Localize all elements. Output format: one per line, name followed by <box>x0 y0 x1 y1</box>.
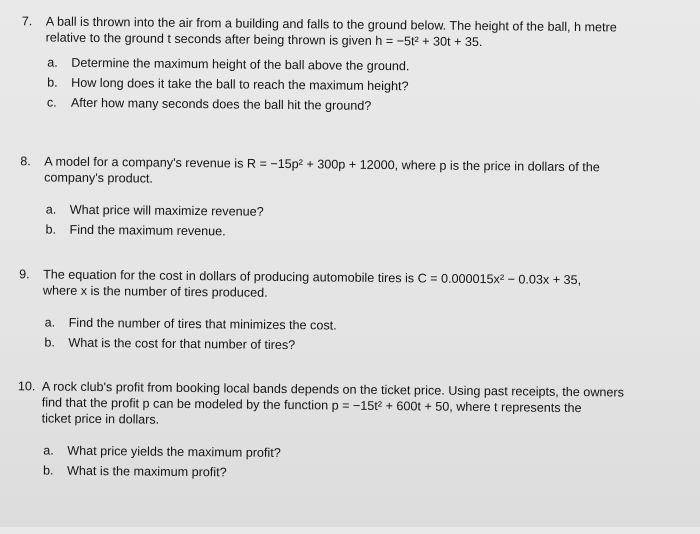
part-text: What price will maximize revenue? <box>69 202 264 219</box>
part-text: What is the maximum profit? <box>67 463 227 480</box>
problem-9-stem-line-2: where x is the number of tires produced. <box>42 283 268 300</box>
problem-7-stem-line-2: relative to the ground t seconds after being thrown is given h = −5t² + 30t + 35. <box>45 30 483 50</box>
part-b <box>20 221 690 244</box>
problem-text: A model for a company's revenue is R = −15p² + 300p + 12000, where p is the price in dollars of the <box>44 154 600 175</box>
part-a <box>20 201 690 224</box>
part-text: After how many seconds does the ball hit the ground? <box>70 95 372 113</box>
part-label: a. <box>47 55 58 70</box>
problem-7 <box>21 13 692 117</box>
problem-text: The equation for the cost in dollars of producing automobile tires is C = 0.000015x² − 0.03x + 35, <box>43 267 582 288</box>
part-a <box>21 54 691 77</box>
problem-10-parts <box>17 442 687 485</box>
problem-9 <box>18 266 689 357</box>
part-label: b. <box>47 75 58 90</box>
part-b <box>21 74 691 97</box>
part-text: Determine the maximum height of the ball above the ground. <box>71 55 410 74</box>
part-label: b. <box>45 222 57 237</box>
problem-8-stem-line-2: company's product. <box>44 170 154 186</box>
problem-number: 10. <box>17 379 36 394</box>
part-text: Find the number of tires that minimizes the cost. <box>68 315 337 333</box>
part-label: b. <box>44 335 56 350</box>
problem-8 <box>20 153 691 244</box>
part-b <box>17 462 687 485</box>
problem-text: A rock club's profit from booking local bands depends on the ticket price. Using past receipts, the owners <box>41 379 625 400</box>
part-label: a. <box>45 202 57 217</box>
problem-10-stem-line-2: find that the profit p can be modeled by the function p = −15t² + 600t + 50, where t represents the <box>41 395 582 416</box>
part-a <box>17 442 687 465</box>
part-a <box>19 314 689 337</box>
problem-text: A ball is thrown into the air from a building and falls to the ground below. The height of the ball, h metre <box>45 14 617 35</box>
part-label: a. <box>44 315 56 330</box>
part-text: What price yields the maximum profit? <box>67 443 281 460</box>
part-label: a. <box>43 443 54 458</box>
part-text: How long does it take the ball to reach the maximum height? <box>71 75 409 94</box>
problem-number: 7. <box>21 14 33 29</box>
problem-9-parts <box>18 314 688 357</box>
part-label: b. <box>43 463 54 478</box>
problem-10 <box>17 378 688 485</box>
problem-7-parts <box>21 54 692 117</box>
part-c <box>21 94 691 117</box>
problem-10-stem-line-3: ticket price in dollars. <box>41 411 160 427</box>
part-label: c. <box>46 95 57 110</box>
problem-number: 8. <box>20 154 31 169</box>
problem-8-parts <box>20 201 690 244</box>
problem-number: 9. <box>19 267 30 282</box>
part-text: What is the cost for that number of tires? <box>68 335 296 353</box>
part-text: Find the maximum revenue. <box>69 222 226 239</box>
part-b <box>18 334 688 357</box>
